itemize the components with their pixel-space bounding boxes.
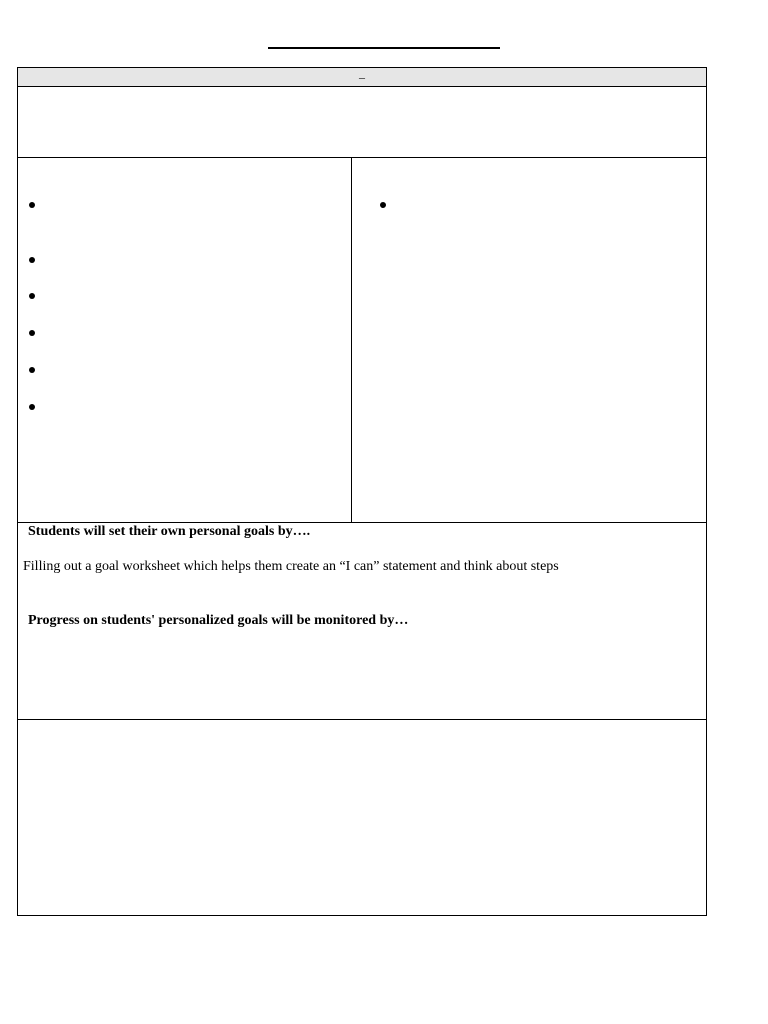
bottom-box: [18, 720, 706, 915]
bullet-1: [29, 202, 35, 208]
bullet-right-1: [380, 202, 386, 208]
progress-heading: Progress on students' personalized goals will be monitored by…: [28, 613, 409, 628]
right-column: [352, 158, 706, 522]
two-column-section: [18, 158, 706, 523]
goals-heading: Students will set their own personal goals by….: [28, 524, 311, 539]
top-box: [18, 87, 706, 158]
bullet-4: [29, 330, 35, 336]
bullet-2: [29, 257, 35, 263]
bullet-6: [29, 404, 35, 410]
lesson-plan-form: [17, 67, 707, 916]
bullet-5: [29, 367, 35, 373]
title-underline: [268, 47, 500, 49]
bullet-3: [29, 293, 35, 299]
goals-section: [18, 523, 706, 720]
left-column: [18, 158, 352, 522]
goals-text: Filling out a goal worksheet which helps them create an “I can” statement and think about steps: [23, 559, 559, 574]
header-bar: –: [18, 68, 706, 87]
